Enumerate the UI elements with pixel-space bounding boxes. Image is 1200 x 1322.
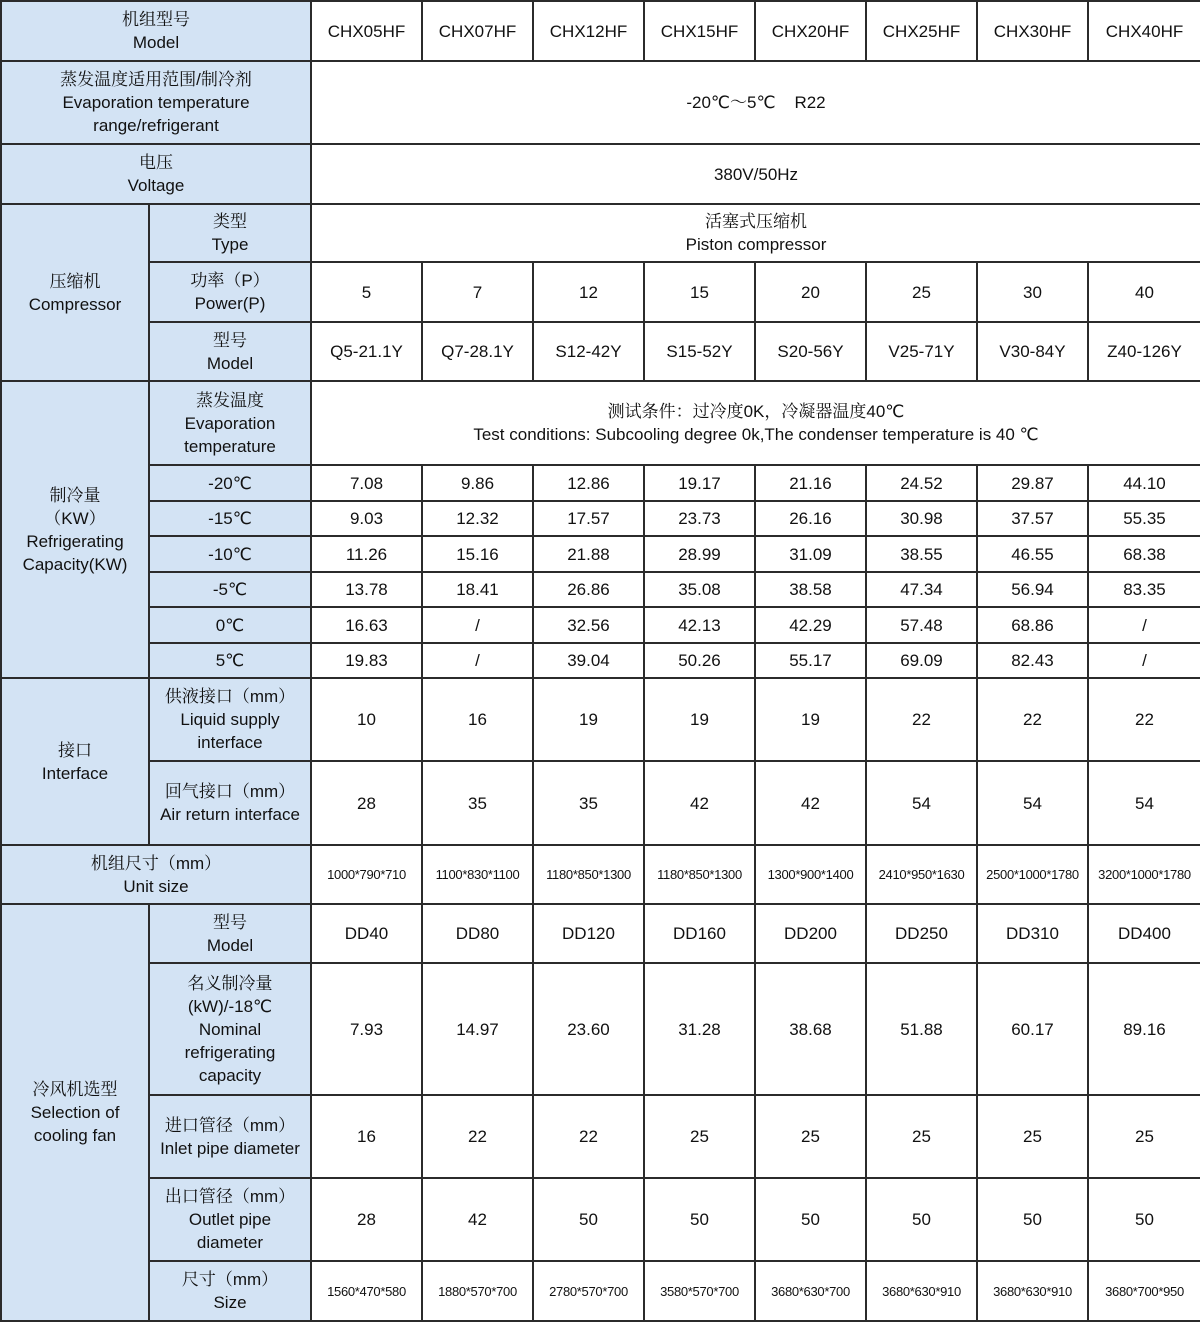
compressor-label: 压缩机 Compressor bbox=[1, 204, 149, 381]
compressor-model-row bbox=[1, 322, 1200, 381]
capacity-cell: 38.55 bbox=[866, 536, 977, 572]
evaporation-row bbox=[1, 61, 1200, 144]
fan-model-cell: DD400 bbox=[1088, 904, 1200, 963]
air-return-cell: 54 bbox=[866, 761, 977, 845]
fan-model-label: 型号 Model bbox=[149, 904, 311, 963]
capacity-cell: 26.16 bbox=[755, 501, 866, 536]
inlet-diameter-cell: 25 bbox=[977, 1095, 1088, 1178]
power-cell: 12 bbox=[533, 262, 644, 322]
interface-label: 接口 Interface bbox=[1, 678, 149, 845]
inlet-diameter-cell: 25 bbox=[644, 1095, 755, 1178]
fan-model-cell: DD80 bbox=[422, 904, 533, 963]
evaporation-label: 蒸发温度适用范围/制冷剂 Evaporation temperature range/refrigerant bbox=[1, 61, 311, 144]
liquid-supply-label: 供液接口（mm） Liquid supply interface bbox=[149, 678, 311, 761]
fan-nominal-row bbox=[1, 963, 1200, 1095]
capacity-cell: / bbox=[1088, 643, 1200, 678]
liquid-supply-cell: 19 bbox=[644, 678, 755, 761]
inlet-diameter-cell: 22 bbox=[533, 1095, 644, 1178]
temperature-label: -10℃ bbox=[149, 536, 311, 572]
evaporation-value: -20℃～5℃ R22 bbox=[311, 61, 1200, 144]
unit-size-cell: 3200*1000*1780 bbox=[1088, 845, 1200, 904]
air-return-cell: 42 bbox=[755, 761, 866, 845]
compressor-model-label: 型号 Model bbox=[149, 322, 311, 381]
inlet-diameter-cell: 25 bbox=[1088, 1095, 1200, 1178]
air-return-cell: 35 bbox=[422, 761, 533, 845]
liquid-supply-cell: 22 bbox=[866, 678, 977, 761]
capacity-cell: 13.78 bbox=[311, 572, 422, 607]
fan-size-label: 尺寸（mm） Size bbox=[149, 1261, 311, 1321]
capacity-cell: 68.86 bbox=[977, 607, 1088, 643]
compressor-model-cell: V25-71Y bbox=[866, 322, 977, 381]
nominal-capacity-cell: 38.68 bbox=[755, 963, 866, 1095]
outlet-diameter-cell: 50 bbox=[755, 1178, 866, 1261]
fan-model-cell: DD250 bbox=[866, 904, 977, 963]
outlet-diameter-cell: 50 bbox=[644, 1178, 755, 1261]
capacity-cell: 19.17 bbox=[644, 465, 755, 501]
unit-size-cell: 1000*790*710 bbox=[311, 845, 422, 904]
power-cell: 15 bbox=[644, 262, 755, 322]
air-return-label: 回气接口（mm） Air return interface bbox=[149, 761, 311, 845]
unit-size-label: 机组尺寸（mm） Unit size bbox=[1, 845, 311, 904]
capacity-cell: 56.94 bbox=[977, 572, 1088, 607]
fan-size-cell: 2780*570*700 bbox=[533, 1261, 644, 1321]
compressor-model-cell: V30-84Y bbox=[977, 322, 1088, 381]
model-cell: CHX15HF bbox=[644, 1, 755, 61]
outlet-diameter-cell: 50 bbox=[866, 1178, 977, 1261]
fan-model-cell: DD160 bbox=[644, 904, 755, 963]
fan-model-cell: DD120 bbox=[533, 904, 644, 963]
air-return-cell: 54 bbox=[977, 761, 1088, 845]
capacity-cell: 18.41 bbox=[422, 572, 533, 607]
air-return-cell: 42 bbox=[644, 761, 755, 845]
temperature-label: -15℃ bbox=[149, 501, 311, 536]
capacity-cell: 39.04 bbox=[533, 643, 644, 678]
capacity-cell: 37.57 bbox=[977, 501, 1088, 536]
capacity-cell: 19.83 bbox=[311, 643, 422, 678]
fan-model-row bbox=[1, 904, 1200, 963]
air-return-cell: 54 bbox=[1088, 761, 1200, 845]
capacity-row bbox=[1, 536, 1200, 572]
model-cell: CHX30HF bbox=[977, 1, 1088, 61]
liquid-supply-cell: 22 bbox=[977, 678, 1088, 761]
model-cell: CHX12HF bbox=[533, 1, 644, 61]
nominal-capacity-cell: 31.28 bbox=[644, 963, 755, 1095]
temperature-label: -20℃ bbox=[149, 465, 311, 501]
capacity-row bbox=[1, 643, 1200, 678]
compressor-model-cell: Q7-28.1Y bbox=[422, 322, 533, 381]
capacity-cell: 55.35 bbox=[1088, 501, 1200, 536]
unit-size-cell: 2500*1000*1780 bbox=[977, 845, 1088, 904]
unit-size-cell: 1100*830*1100 bbox=[422, 845, 533, 904]
fan-model-cell: DD200 bbox=[755, 904, 866, 963]
capacity-cell: / bbox=[422, 607, 533, 643]
nominal-capacity-cell: 23.60 bbox=[533, 963, 644, 1095]
capacity-row bbox=[1, 465, 1200, 501]
fan-size-cell: 3680*700*950 bbox=[1088, 1261, 1200, 1321]
air-return-cell: 28 bbox=[311, 761, 422, 845]
fan-inlet-row bbox=[1, 1095, 1200, 1178]
air-return-row bbox=[1, 761, 1200, 845]
compressor-type-value: 活塞式压缩机 Piston compressor bbox=[311, 204, 1200, 262]
capacity-condition-row bbox=[1, 381, 1200, 465]
capacity-cell: 30.98 bbox=[866, 501, 977, 536]
header-row bbox=[1, 1, 1200, 61]
model-cell: CHX25HF bbox=[866, 1, 977, 61]
voltage-label: 电压 Voltage bbox=[1, 144, 311, 204]
power-cell: 7 bbox=[422, 262, 533, 322]
outlet-diameter-cell: 42 bbox=[422, 1178, 533, 1261]
capacity-cell: 69.09 bbox=[866, 643, 977, 678]
model-cell: CHX20HF bbox=[755, 1, 866, 61]
liquid-supply-cell: 22 bbox=[1088, 678, 1200, 761]
capacity-cell: 21.16 bbox=[755, 465, 866, 501]
capacity-cell: 42.29 bbox=[755, 607, 866, 643]
power-cell: 40 bbox=[1088, 262, 1200, 322]
capacity-cell: 44.10 bbox=[1088, 465, 1200, 501]
capacity-cell: 83.35 bbox=[1088, 572, 1200, 607]
power-cell: 5 bbox=[311, 262, 422, 322]
liquid-supply-row bbox=[1, 678, 1200, 761]
fan-outlet-row bbox=[1, 1178, 1200, 1261]
capacity-cell: 47.34 bbox=[866, 572, 977, 607]
inlet-diameter-label: 进口管径（mm） Inlet pipe diameter bbox=[149, 1095, 311, 1178]
capacity-cell: 21.88 bbox=[533, 536, 644, 572]
fan-selection-label: 冷风机选型 Selection of cooling fan bbox=[1, 904, 149, 1321]
outlet-diameter-cell: 28 bbox=[311, 1178, 422, 1261]
fan-model-cell: DD40 bbox=[311, 904, 422, 963]
capacity-cell: 7.08 bbox=[311, 465, 422, 501]
compressor-model-cell: S15-52Y bbox=[644, 322, 755, 381]
capacity-cell: 16.63 bbox=[311, 607, 422, 643]
compressor-model-cell: Z40-126Y bbox=[1088, 322, 1200, 381]
unit-size-row bbox=[1, 845, 1200, 904]
model-cell: CHX05HF bbox=[311, 1, 422, 61]
temperature-label: 5℃ bbox=[149, 643, 311, 678]
fan-size-cell: 3580*570*700 bbox=[644, 1261, 755, 1321]
nominal-capacity-cell: 51.88 bbox=[866, 963, 977, 1095]
capacity-row bbox=[1, 501, 1200, 536]
temperature-label: 0℃ bbox=[149, 607, 311, 643]
capacity-cell: 12.32 bbox=[422, 501, 533, 536]
air-return-cell: 35 bbox=[533, 761, 644, 845]
compressor-model-cell: Q5-21.1Y bbox=[311, 322, 422, 381]
fan-size-cell: 1560*470*580 bbox=[311, 1261, 422, 1321]
nominal-capacity-label: 名义制冷量(kW)/-18℃ Nominal refrigerating capacity bbox=[149, 963, 311, 1095]
capacity-label: 制冷量 （KW） Refrigerating Capacity(KW) bbox=[1, 381, 149, 678]
capacity-cell: 9.03 bbox=[311, 501, 422, 536]
capacity-cell: 82.43 bbox=[977, 643, 1088, 678]
nominal-capacity-cell: 89.16 bbox=[1088, 963, 1200, 1095]
fan-size-row bbox=[1, 1261, 1200, 1321]
capacity-cell: 9.86 bbox=[422, 465, 533, 501]
liquid-supply-cell: 10 bbox=[311, 678, 422, 761]
capacity-cell: 50.26 bbox=[644, 643, 755, 678]
capacity-cell: 42.13 bbox=[644, 607, 755, 643]
compressor-model-cell: S20-56Y bbox=[755, 322, 866, 381]
inlet-diameter-cell: 16 bbox=[311, 1095, 422, 1178]
outlet-diameter-cell: 50 bbox=[1088, 1178, 1200, 1261]
nominal-capacity-cell: 14.97 bbox=[422, 963, 533, 1095]
capacity-cell: 23.73 bbox=[644, 501, 755, 536]
capacity-cell: 31.09 bbox=[755, 536, 866, 572]
unit-size-cell: 1300*900*1400 bbox=[755, 845, 866, 904]
power-cell: 25 bbox=[866, 262, 977, 322]
model-cell: CHX40HF bbox=[1088, 1, 1200, 61]
compressor-power-row bbox=[1, 262, 1200, 322]
capacity-cell: 46.55 bbox=[977, 536, 1088, 572]
fan-size-cell: 1880*570*700 bbox=[422, 1261, 533, 1321]
liquid-supply-cell: 16 bbox=[422, 678, 533, 761]
compressor-type-row bbox=[1, 204, 1200, 262]
capacity-row bbox=[1, 607, 1200, 643]
outlet-diameter-label: 出口管径（mm） Outlet pipe diameter bbox=[149, 1178, 311, 1261]
capacity-cell: 35.08 bbox=[644, 572, 755, 607]
fan-size-cell: 3680*630*910 bbox=[866, 1261, 977, 1321]
capacity-row bbox=[1, 572, 1200, 607]
capacity-cell: 55.17 bbox=[755, 643, 866, 678]
capacity-cell: 57.48 bbox=[866, 607, 977, 643]
capacity-cell: / bbox=[422, 643, 533, 678]
evaporation-temperature-label: 蒸发温度 Evaporation temperature bbox=[149, 381, 311, 465]
capacity-cell: 28.99 bbox=[644, 536, 755, 572]
power-cell: 20 bbox=[755, 262, 866, 322]
compressor-type-label: 类型 Type bbox=[149, 204, 311, 262]
nominal-capacity-cell: 7.93 bbox=[311, 963, 422, 1095]
liquid-supply-cell: 19 bbox=[755, 678, 866, 761]
outlet-diameter-cell: 50 bbox=[533, 1178, 644, 1261]
test-conditions: 测试条件：过冷度0K，冷凝器温度40℃ Test conditions: Subcooling degree 0k,The condenser temperature is 40 ℃ bbox=[311, 381, 1200, 465]
fan-model-cell: DD310 bbox=[977, 904, 1088, 963]
unit-size-cell: 2410*950*1630 bbox=[866, 845, 977, 904]
nominal-capacity-cell: 60.17 bbox=[977, 963, 1088, 1095]
inlet-diameter-cell: 25 bbox=[866, 1095, 977, 1178]
capacity-cell: 38.58 bbox=[755, 572, 866, 607]
voltage-value: 380V/50Hz bbox=[311, 144, 1200, 204]
unit-size-cell: 1180*850*1300 bbox=[644, 845, 755, 904]
fan-size-cell: 3680*630*700 bbox=[755, 1261, 866, 1321]
capacity-cell: 26.86 bbox=[533, 572, 644, 607]
compressor-power-label: 功率（P） Power(P) bbox=[149, 262, 311, 322]
capacity-cell: / bbox=[1088, 607, 1200, 643]
outlet-diameter-cell: 50 bbox=[977, 1178, 1088, 1261]
capacity-cell: 68.38 bbox=[1088, 536, 1200, 572]
compressor-model-cell: S12-42Y bbox=[533, 322, 644, 381]
fan-size-cell: 3680*630*910 bbox=[977, 1261, 1088, 1321]
model-header-label: 机组型号 Model bbox=[1, 1, 311, 61]
capacity-cell: 32.56 bbox=[533, 607, 644, 643]
unit-size-cell: 1180*850*1300 bbox=[533, 845, 644, 904]
inlet-diameter-cell: 25 bbox=[755, 1095, 866, 1178]
voltage-row bbox=[1, 144, 1200, 204]
capacity-cell: 29.87 bbox=[977, 465, 1088, 501]
capacity-cell: 24.52 bbox=[866, 465, 977, 501]
temperature-label: -5℃ bbox=[149, 572, 311, 607]
capacity-cell: 11.26 bbox=[311, 536, 422, 572]
power-cell: 30 bbox=[977, 262, 1088, 322]
capacity-cell: 15.16 bbox=[422, 536, 533, 572]
capacity-cell: 12.86 bbox=[533, 465, 644, 501]
inlet-diameter-cell: 22 bbox=[422, 1095, 533, 1178]
capacity-cell: 17.57 bbox=[533, 501, 644, 536]
liquid-supply-cell: 19 bbox=[533, 678, 644, 761]
model-cell: CHX07HF bbox=[422, 1, 533, 61]
